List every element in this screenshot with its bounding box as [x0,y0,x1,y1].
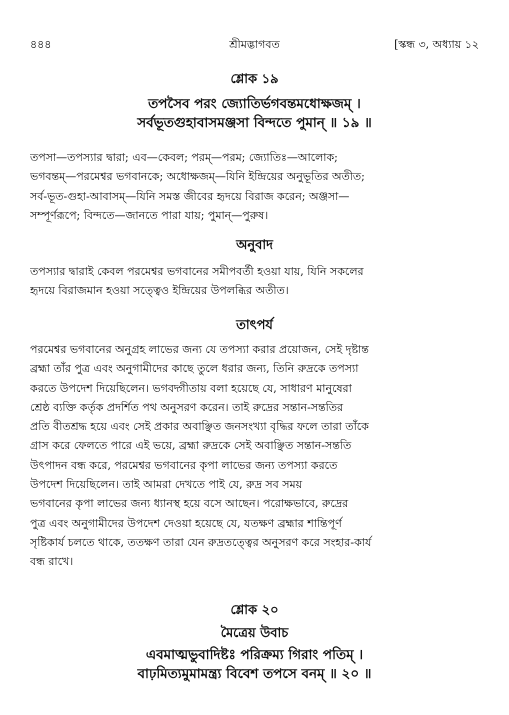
synonyms-line: ভগবন্তম্—পরমেশ্বর ভগবানকে; অধোক্ষজম্—যিনি ইন্দ্রিয়ের অনুভূতির অতীত; [30,170,365,184]
page-number: ৪৪৪ [30,38,52,51]
verse-20-speaker: মৈত্রেয় উবাচ [220,626,289,641]
purport-line: শ্রেষ্ঠ ব্যক্তি কর্তৃক প্রদর্শিত পথ অনুসরণ করেন। তাই রুদ্রের সন্তান-সন্ততির [30,400,344,414]
translation-line: তপস্যার দ্বারাই কেবল পরমেশ্বর ভগবানের সমীপবর্তী হওয়া যায়, যিনি সকলের [30,265,364,278]
synonyms-line: তপসা—তপস্যার দ্বারা; এব—কেবল; পরম্—পরম; জ্যোতিঃ—আলোক; [30,151,338,164]
translation-paragraph [30,262,479,301]
verse-19-line: সর্বভূতগুহাবাসমঞ্জসা বিন্দতে পুমান্ ॥ ১৯ ॥ [137,115,372,131]
verse-19-heading: শ্লোক ১৯ [230,72,279,87]
purport-heading: তাৎপর্য [236,318,273,333]
purport-line: উপদেশ দিয়েছিলেন। তাই আমরা দেখতে পাই যে, রুদ্র সব সময় [30,478,303,492]
purport-line: বন্ধ রাখে। [30,555,74,569]
purport-line: ব্রহ্মা তাঁর পুত্র এবং অনুগামীদের কাছে তুলে ধরার জন্য, তিনি রুদ্রকে তপস্যা [30,362,359,376]
book-title: শ্রীমদ্ভাগবত [229,38,280,51]
verse-19-text [0,95,509,133]
purport-line: করতে উপদেশ দিয়েছিলেন। ভগবদ্গীতায় বলা হয়েছে যে, সাধারণ মানুষেরা [30,381,352,395]
purport-line: পরমেশ্বর ভগবানের অনুগ্রহ লাভের জন্য যে তপস্যা করার প্রয়োজন, সেই দৃষ্টান্ত [30,343,369,356]
synonyms-line: সম্পূর্ণরূপে; বিন্দতে—জানতে পারা যায়; পুমান্—পুরুষ। [30,208,269,222]
verse-20-line: এবমাত্মভুবাদিষ্টঃ পরিক্রম্য গিরাং পতিম্ । [145,647,364,663]
purport-line: ভগবানের কৃপা লাভের জন্য ধ্যানস্থ হয়ে বসে আছেন। পরোক্ষভাবে, রুদ্রের [30,497,349,511]
verse-20-text [0,646,509,684]
purport-line: উৎপাদন বন্ধ করে, পরমেশ্বর ভগবানের কৃপা লাভের জন্য তপস্যা করতে [30,458,338,472]
chapter-location: [স্কন্ধ ৩, অধ্যায় ১২ [394,38,479,51]
verse-19-line: তপসৈব পরং জ্যোতির্ভগবন্তমধোক্ষজম্ । [148,96,361,112]
purport-paragraph [30,340,479,572]
synonyms-line: সর্ব-ভূত-গুহা-আবাসম্—যিনি সমস্ত জীবের হৃদয়ে বিরাজ করেন; অঞ্জসা— [30,189,350,203]
synonyms-paragraph [30,148,479,225]
page-header [30,36,479,56]
purport-line: গ্রাস করে ফেলতে পারে এই ভয়ে, ব্রহ্মা রুদ্রকে সেই অবাঞ্ছিত সন্তান-সন্ততি [30,439,352,453]
verse-20-heading: শ্লোক ২০ [230,603,279,618]
translation-line: হৃদয়ে বিরাজমান হওয়া সত্ত্বেও ইন্দ্রিয়ের উপলব্ধির অতীত। [30,284,289,298]
purport-line: পুত্র এবং অনুগামীদের উপদেশ দেওয়া হয়েছে যে, যতক্ষণ ব্রহ্মার শান্তিপূর্ণ [30,516,342,530]
verse-20-line: বাঢ়মিত্যমুমামন্ত্র্য বিবেশ তপসে বনম্ ॥ ২০ ॥ [137,666,372,682]
purport-line: সৃষ্টিকার্য চলতে থাকে, ততক্ষণ তারা যেন রুদ্রতত্ত্বের অনুসরণ করে সংহার-কার্য [30,535,372,549]
translation-heading: অনুবাদ [236,238,273,253]
purport-line: প্রতি বীতশ্রদ্ধ হয়ে এবং সেই প্রকার অবাঞ্ছিত জনসংখ্যা বৃদ্ধির ফলে তারা তাঁকে [30,420,369,434]
